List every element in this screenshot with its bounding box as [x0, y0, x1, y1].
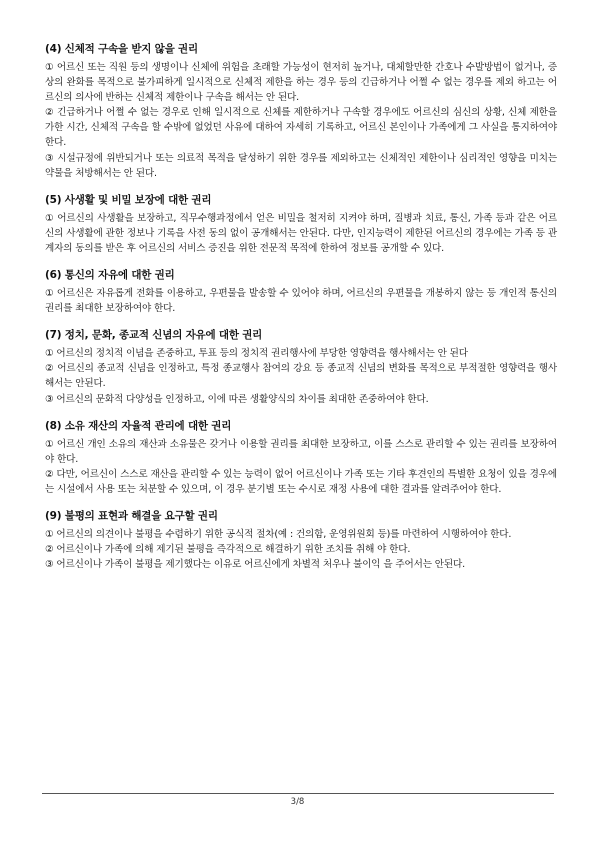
section-7	[45, 328, 557, 406]
paragraph: ① 어르신은 자유롭게 전화를 이용하고, 우편물을 발송할 수 있어야 하며, 어르신의 우편물을 개봉하지 않는 등 개인적 통신의 권리를 최대한 보장하여야 한다.	[45, 288, 557, 315]
paragraph: ② 어르신이나 가족에 의해 제기된 불평을 즉각적으로 해결하기 위한 조치를 취해 야 한다.	[45, 544, 411, 556]
section-5	[45, 193, 557, 256]
section-heading: (4) 신체적 구속을 받지 않을 권리	[45, 43, 198, 55]
section-heading: (5) 사생활 및 비밀 보장에 대한 권리	[45, 193, 212, 206]
section-6	[45, 268, 557, 316]
paragraph: ② 긴급하거나 어쩔 수 없는 경우로 인해 일시적으로 신체를 제한하거나 구속할 경우에도 어르신의 심신의 상황, 신체 제한을 가한 시간, 신체적 구속을 할 수밖에 없었던 사유에 대하여 자세히 기록하고, 어르신 본인이나 가족에게 그 사실을 통지하여야 한다.	[45, 107, 557, 149]
paragraph: ② 다만, 어르신이 스스로 재산을 관리할 수 있는 능력이 없어 어르신이나 가족 또는 기타 후견인의 특별한 요청이 있을 경우에는 시설에서 사용 또는 처분할 수 있으며, 이 경우 분기별 또는 수시로 재정 사용에 대한 결과를 알려주어야 한다.	[45, 468, 557, 495]
section-4	[45, 42, 557, 181]
section-heading: (7) 정치, 문화, 종교적 신념의 자유에 대한 권리	[45, 329, 263, 342]
paragraph: ② 어르신의 종교적 신념을 인정하고, 특정 종교행사 참여의 강요 등 종교적 신념의 변화를 목적으로 부적절한 영향력을 행사해서는 안된다.	[45, 363, 557, 390]
section-9	[45, 509, 557, 572]
paragraph: ③ 어르신의 문화적 다양성을 인정하고, 이에 따른 생활양식의 차이를 최대한 존중하여야 한다.	[45, 393, 429, 405]
paragraph: ① 어르신의 정치적 이념을 존중하고, 투표 등의 정치적 권리행사에 부당한 영향력을 행사해서는 안 된다	[45, 348, 468, 360]
paragraph: ① 어르신의 의견이나 불평을 수렴하기 위한 공식적 절차(예 : 건의함, 운영위원회 등)를 마련하여 시행하여야 한다.	[45, 528, 512, 540]
document-page	[45, 42, 557, 584]
section-heading: (9) 불평의 표현과 해결을 요구할 권리	[45, 509, 218, 522]
section-8	[45, 419, 557, 497]
section-heading: (6) 통신의 자유에 대한 권리	[45, 269, 175, 282]
paragraph: ① 어르신 개인 소유의 재산과 소유물은 갖거나 이용할 권리를 최대한 보장하고, 이를 스스로 관리할 수 있는 권리를 보장하여야 한다.	[45, 438, 557, 465]
paragraph: ③ 어르신이나 가족이 불평을 제기했다는 이유로 어르신에게 차별적 처우나 불이익 을 주어서는 안된다.	[45, 559, 465, 571]
page-number: 3/8	[290, 797, 305, 807]
section-heading: (8) 소유 재산의 자율적 관리에 대한 권리	[45, 419, 232, 432]
footer-divider	[42, 793, 554, 794]
paragraph: ① 어르신 또는 직원 등의 생명이나 신체에 위험을 초래할 가능성이 현저히 높거나, 대체할만한 간호나 수발방법이 없거나, 증상의 완화를 목적으로 불가피하게 일시적으로 신체적 제한을 하는 경우 등의 긴급하거나 어쩔 수 없는 경우를 제외 하고는 어르신의 의사에 반하는 신체적 제한이나 구속을 해서는 안 된다.	[45, 62, 557, 104]
paragraph: ③ 시설규정에 위반되거나 또는 의료적 목적을 달성하기 위한 경우를 제외하고는 신체적인 제한이나 심리적인 영향을 미치는 약물을 처방해서는 안 된다.	[45, 152, 557, 179]
paragraph: ① 어르신의 사생활을 보장하고, 직무수행과정에서 얻은 비밀을 철저히 지켜야 하며, 질병과 치료, 통신, 가족 등과 같은 어르신의 사생활에 관한 정보나 기록을 사전 동의 없이 공개해서는 안된다. 다만, 인지능력이 제한된 어르신의 경우에는 가족 등 관계자의 동의를 받은 후 어르신의 서비스 증진을 위한 전문적 목적에 한하여 정보를 공개할 수 있다.	[45, 212, 557, 254]
